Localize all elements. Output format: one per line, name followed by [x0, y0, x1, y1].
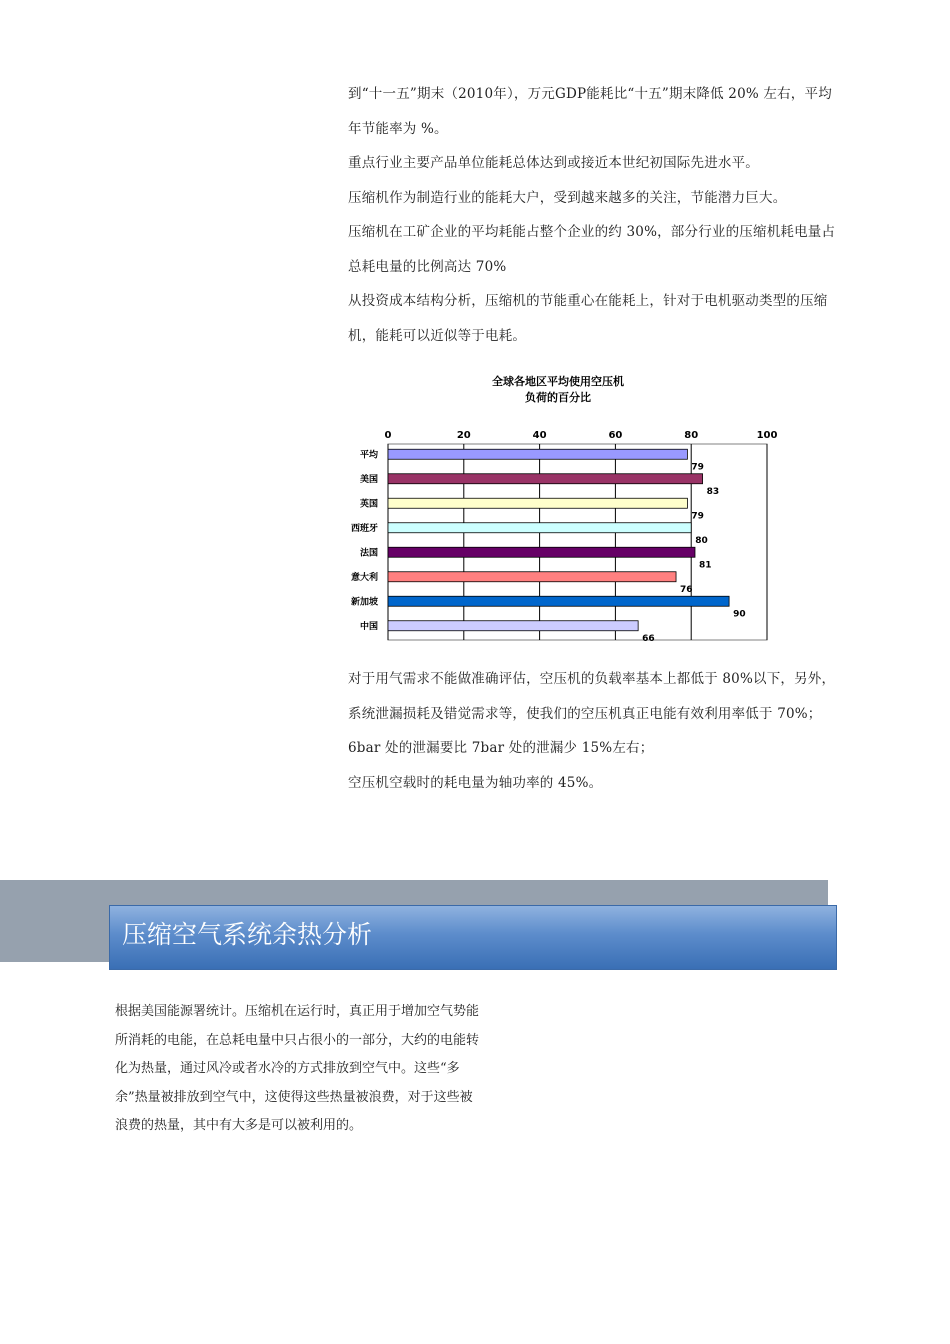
bottom-text-block [115, 998, 485, 1141]
x-tick-label: 100 [756, 430, 778, 441]
x-tick-label: 0 [384, 430, 392, 441]
paragraph-investment-analysis: 从投资成本结构分析，压缩机的节能重心在能耗上，针对于电机驱动类型的压缩机，能耗可以近似等于电耗。 [348, 293, 828, 344]
category-label: 新加坡 [350, 597, 378, 608]
category-label: 意大利 [350, 572, 378, 583]
category-label: 平均 [359, 450, 378, 461]
bar [388, 572, 676, 582]
paragraph-industry-level: 重点行业主要产品单位能耗总体达到或接近本世纪初国际先进水平。 [348, 155, 759, 171]
section-title: 压缩空气系统余热分析 [122, 920, 373, 949]
bar [388, 474, 703, 484]
section-heading-box [109, 905, 837, 970]
paragraph-idle-consumption: 空压机空载时的耗电量为轴功率的 45%。 [348, 774, 603, 791]
data-label: 81 [698, 560, 712, 571]
data-label: 79 [691, 511, 704, 522]
data-label: 83 [706, 486, 720, 497]
category-label: 美国 [359, 474, 378, 485]
bar [388, 523, 691, 533]
bar [388, 498, 687, 508]
load-percentage-bar-chart [330, 420, 780, 645]
chart-title-line2: 负荷的百分比 [525, 391, 591, 404]
x-tick-label: 60 [608, 430, 623, 441]
category-label: 中国 [359, 621, 378, 632]
paragraph-compressor-share: 压缩机在工矿企业的平均耗能占整个企业的约 30%，部分行业的压缩机耗电量占总耗电量的比例高达 70% [348, 224, 836, 275]
category-label: 西班牙 [350, 523, 378, 534]
chart-title-line1: 全球各地区平均使用空压机 [492, 375, 624, 388]
bar [388, 449, 687, 459]
category-label: 英国 [359, 499, 378, 510]
paragraph-waste-heat: 根据美国能源署统计。压缩机在运行时，真正用于增加空气势能所消耗的电能，在总耗电量中只占很小的一部分，大约的电能转化为热量，通过风冷或者水冷的方式排放到空气中。这些“多余”热量被排放到空气中，这使得这些热量被浪费，对于这些被浪费的热量，其中有大多是可以被利用的。 [115, 1004, 480, 1133]
paragraph-compressor-consumer: 压缩机作为制造行业的能耗大户，受到越来越多的关注，节能潜力巨大。 [348, 189, 787, 206]
paragraph-energy-target: 到“十一五”期末（2010年），万元GDP能耗比“十五”期末降低 20% 左右，平均年节能率为 %。 [348, 86, 832, 137]
data-label: 66 [642, 633, 655, 644]
category-label: 法国 [359, 548, 378, 559]
data-label: 79 [691, 462, 704, 473]
chart-title [438, 374, 678, 406]
bar [388, 596, 729, 606]
paragraph-load-rate: 对于用气需求不能做准确评估，空压机的负载率基本上都低于 80%以下，另外，系统泄漏损耗及错觉需求等，使我们的空压机真正电能有效利用率低于 70%； [348, 671, 836, 722]
middle-text-block [348, 662, 843, 800]
bar [388, 547, 695, 557]
data-label: 80 [695, 535, 708, 546]
x-tick-label: 40 [532, 430, 547, 441]
data-label: 90 [733, 609, 746, 620]
paragraph-leakage: 6bar 处的泄漏要比 7bar 处的泄漏少 15%左右； [348, 740, 654, 756]
bar [388, 621, 638, 631]
x-tick-label: 20 [456, 430, 471, 441]
top-text-block [348, 77, 843, 353]
x-tick-label: 80 [684, 430, 699, 441]
data-label: 76 [680, 584, 693, 595]
